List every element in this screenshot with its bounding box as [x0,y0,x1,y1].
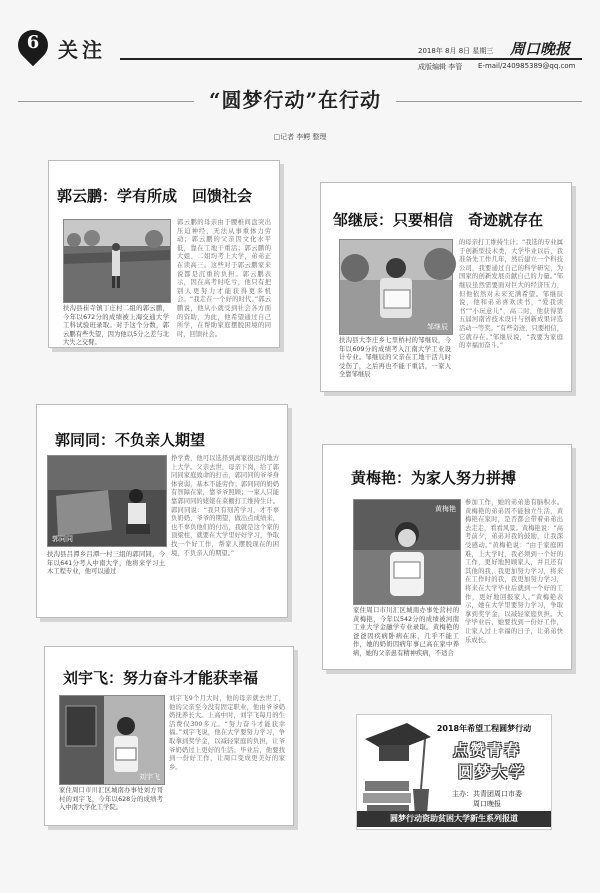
article-card-zou-jichen [320,182,572,392]
graduation-cap-icon [361,719,431,819]
photo-label: 黄梅艳 [435,505,456,513]
headline-rule-left [18,101,194,102]
promo-banner: 圆梦行动资助贫困大学新生系列报道 [357,811,551,827]
date-line: 2018年 8月 8日 星期三 [418,47,494,55]
article-title: 郭同同：不负亲人期望 [55,431,206,449]
page-number: 6 [26,32,40,53]
article-photo [353,499,461,605]
article-body: 参加工作，她的弟弟患有脑积水。黄梅艳的弟弟因不能独立生活，黄梅艳在家时，是否都会带着弟弟出去走走，看看风景。黄梅艳说：“高考前夕，弟弟对我的鼓励，让我深受感动。”黄梅艳说：“由于家庭困难，上大学时，我必须到一个好的工作，更好地照顾家人，并且还有其他的我，我更加努力学习，将来在工作时的我，我更加努力学习，将来在大学毕业后就到一个好的工作，更好地回报家人。”黄梅艳表示，她在大学里要努力学习，争取拿到奖学金，以减轻家庭负担。大学毕业后，她要找到一份好工作，让家人过上幸福的日子，让弟弟快乐成长。 [465,499,563,644]
email-line: E-mail/240985389@qq.com [478,62,576,70]
article-card-liu-yufei [44,646,294,826]
article-card-guo-tongtong [36,404,288,618]
article-title: 郭云鹏：学有所成 回馈社会 [57,187,253,205]
editor-line: 成版编辑 李管 [418,63,463,71]
portrait-photo [340,240,452,334]
article-title: 邹继辰：只要相信 奇迹就存在 [333,211,544,229]
photo-label: 郭同同 [52,535,73,543]
photo-caption: 家住周口市川汇区城南办事处营村的黄梅艳，今年以542分的成绩被河南工业大学金融学专业录取。黄梅艳的爸爸因疾病卧病在床，几乎不能工作，她的奶奶因病年事已高在家中养病，她的父亲患有精神疾病，不适合 [353,607,459,657]
promo-host-2: 周口晚报 [473,800,501,808]
article-card-huang-meiyan [322,444,572,670]
promo-slogan-1: 点赞青春 [452,741,521,759]
article-card-guo-yunpeng [48,160,280,348]
photo-caption: 家住周口市川汇区城南办事处刘方哥村的刘宇飞，今年以628分的成绩考入中南大学化工学院。 [59,787,163,812]
workshop-photo [48,456,166,546]
article-photo [63,219,171,303]
article-body [169,695,285,821]
photo-caption: 扶沟县崔寺镇丁庄村二组的郭云鹏，今年以672分的成绩被上海交通大学工科试验班录取。对于这个分数，郭云鹏有些失望，因为他以5分之差与北大失之交臂。 [63,305,169,347]
article-photo [59,695,165,785]
photo-caption: 扶沟县吕潭乡吕潭一村三组的郭同同，今年以641分考入中南大学，他将来学习土木工程专业，他可以通过 [47,551,165,576]
promo-title: 2018年希望工程圆梦行动 [436,724,532,733]
article-body: 郭云鹏的母亲由于腰椎间盘突出压迫神经，无法从事重体力劳动；郭云鹏的父亲因文化水平低，靠在工地干重活；郭云鹏的大姐、二姐均考上大学，弟弟正在读高三。这些对于郭云鹏家来说都是沉重的负担。郭云鹏表示，因在高考时吃亏，他只有把别人更努力才能获得更多机会。“我走在一个好的时代。”郭云鹏说，他从小就受到社会各方面的资助，为此，他希望通过自己所学，在帮助家庭摆脱困境的同时，回馈社会。 [177,219,271,338]
field-photo [64,220,170,302]
header-rule [120,58,582,60]
portrait-photo [60,696,164,784]
headline-rule-right [396,101,582,102]
section-title: 关注 [58,38,106,62]
main-headline: “圆梦行动”在行动 [208,88,381,112]
photo-label: 刘宇飞 [139,773,160,781]
photo-label: 邹继辰 [427,323,448,331]
promo-host: 主办：共青团周口市委 [452,790,522,798]
article-body-text: 刘宇飞9个月大时，他的母亲就去世了，他的父亲至今没有固定职业，他由爷爷奶奶抚养长大。上高中时，刘宇飞每月的生活费仅300多元。“努力奋斗才能获幸福。”刘宇飞说，他在大学要努力学习，争取拿到奖学金，以减轻家庭的负担，让爷爷奶奶过上更好的生活。毕业后，他要找到一份好工作，让周口变成更美好的家乡。 [169,695,285,771]
byline: □记者 李鳄 整理 [273,133,327,141]
article-body: 的母亲打工维持生计。“我选的专业属于创新型技术类，大学毕业以后，我准备先工作几年，然后建立一个科技公司，我要通过自己的科学研究，为国家的创新发展贡献自己的力量。”邹继辰虽然需要面对巨大的经济压力，但他依然对未来充满希望。邹继辰说，他和弟弟喜欢读书，“爱我读书”“小玩意儿”，高二时，他获得第五届河南省技术设计与创新成果评选活动一等奖。“有些奇迹，只要相信，它就存在。”邹继辰说，“我要为家庭的幸福而奋斗。” [459,239,564,350]
promo-box [356,714,552,830]
promo-slogan-2: 圆梦大学 [457,763,526,781]
article-title: 刘宇飞：努力奋斗才能获幸福 [63,669,259,687]
portrait-photo [354,500,460,604]
article-photo [339,239,453,335]
article-title: 黄梅艳：为家人努力拼搏 [351,469,517,487]
article-body: 挣学费，他可以选择到离家很远的地方上大学。父亲去世，母亲下岗，给了郭同同家庭致命的打击，郭同同的爷爷身体衰弱，基本不能劳作；郭同同的奶奶有智障在家，靠爷爷照顾；一家人只能靠郭同同的姥姥在菜棚打工维持生计。郭同同说：“我只有刻苦学习，才不辜负奶奶、爷爷的期望，做出点成绩来，也不辜负他们的付出，我就是这个家的顶梁柱，就要在大学里好好学习，争取找一个好工作，帮家人摆脱现在的困境，不负亲人的期望。” [171,455,279,557]
article-photo [47,455,167,547]
newspaper-logo: 周口晚报 [510,40,571,58]
photo-caption: 扶沟县大李庄乡七里桥村的邹继辰，今年以609分的成绩考入江南大学工业设计专业。邹继辰的父亲在工地干活儿时受伤了，之后再也不能干重活，一家人全靠邹继辰 [339,337,451,379]
